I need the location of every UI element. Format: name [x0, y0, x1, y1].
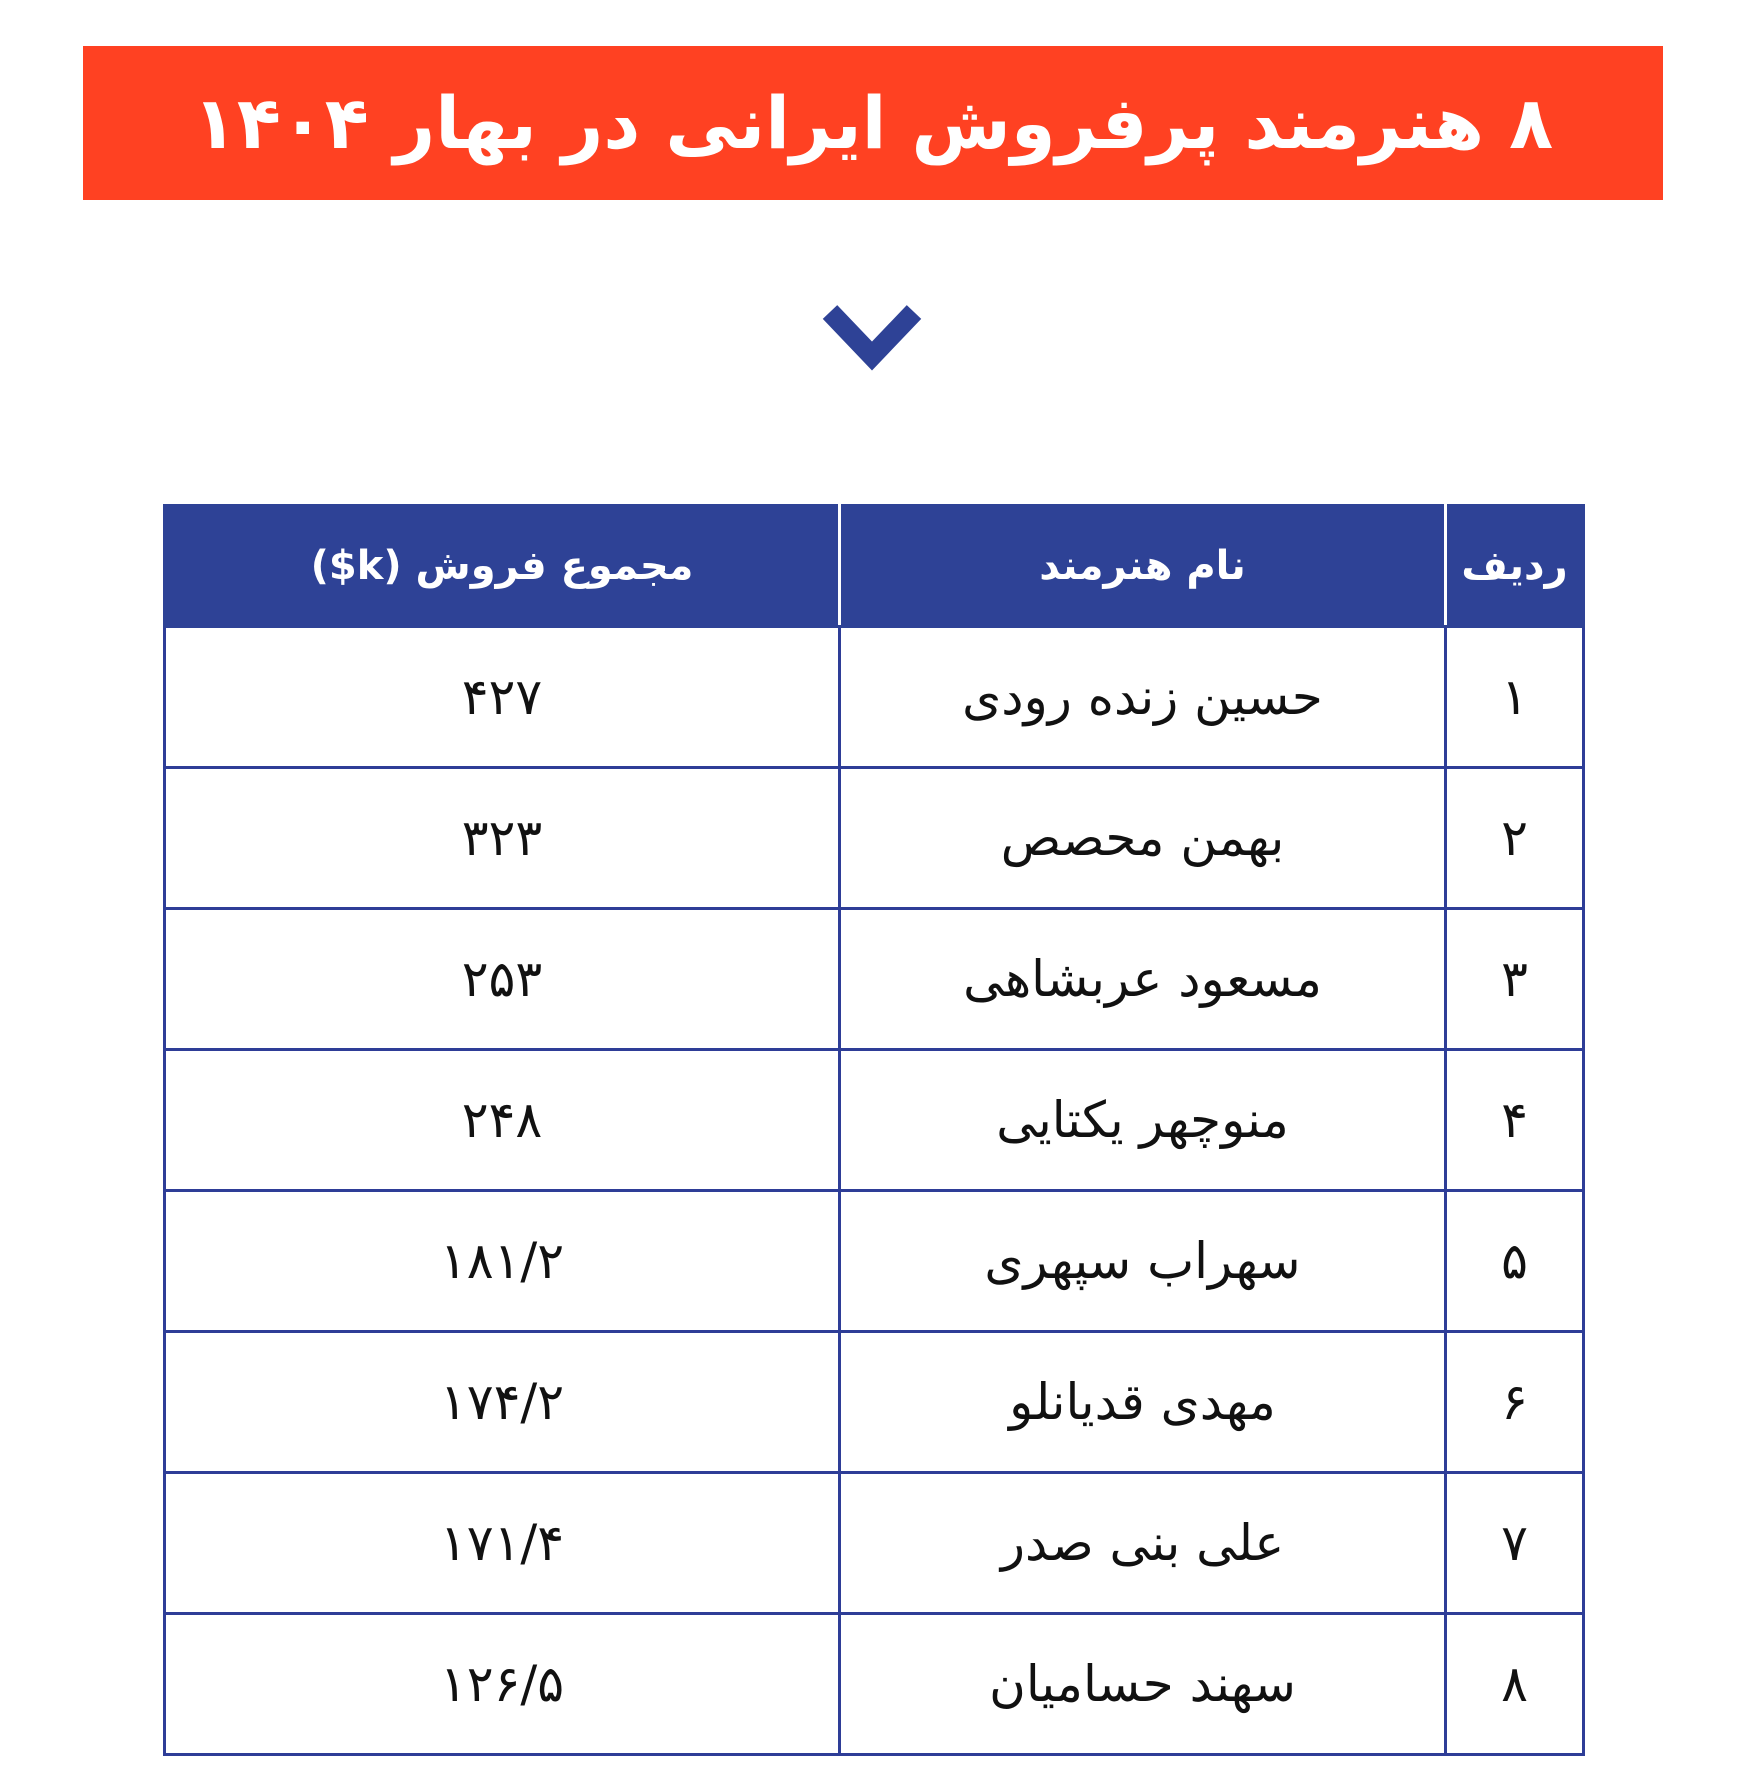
cell-rank: ۲ — [1446, 768, 1584, 909]
header-row — [165, 506, 1584, 627]
table-row — [165, 909, 1584, 1050]
cell-sales: ۲۵۳ — [165, 909, 840, 1050]
cell-rank: ۳ — [1446, 909, 1584, 1050]
table-body — [165, 627, 1584, 1755]
cell-rank: ۶ — [1446, 1332, 1584, 1473]
chevron-down-icon — [822, 302, 922, 374]
cell-sales: ۳۲۳ — [165, 768, 840, 909]
cell-sales: ۱۸۱/۲ — [165, 1191, 840, 1332]
cell-sales: ۱۷۴/۲ — [165, 1332, 840, 1473]
cell-rank: ۴ — [1446, 1050, 1584, 1191]
cell-artist-name: بهمن محصص — [840, 768, 1446, 909]
cell-artist-name: مسعود عربشاهی — [840, 909, 1446, 1050]
cell-artist-name: علی بنی صدر — [840, 1473, 1446, 1614]
header-rank: ردیف — [1446, 506, 1584, 627]
cell-sales: ۱۲۶/۵ — [165, 1614, 840, 1755]
cell-sales: ۱۷۱/۴ — [165, 1473, 840, 1614]
cell-rank: ۷ — [1446, 1473, 1584, 1614]
table-row — [165, 1191, 1584, 1332]
cell-rank: ۵ — [1446, 1191, 1584, 1332]
table-row — [165, 1614, 1584, 1755]
cell-rank: ۱ — [1446, 627, 1584, 768]
cell-artist-name: سهند حسامیان — [840, 1614, 1446, 1755]
cell-artist-name: سهراب سپهری — [840, 1191, 1446, 1332]
table-row — [165, 1473, 1584, 1614]
sales-table — [163, 504, 1585, 1756]
table-row — [165, 627, 1584, 768]
header-name: نام هنرمند — [840, 506, 1446, 627]
cell-artist-name: منوچهر یکتایی — [840, 1050, 1446, 1191]
cell-sales: ۴۲۷ — [165, 627, 840, 768]
table-row — [165, 768, 1584, 909]
table-row — [165, 1050, 1584, 1191]
cell-rank: ۸ — [1446, 1614, 1584, 1755]
cell-sales: ۲۴۸ — [165, 1050, 840, 1191]
page-title: ۸ هنرمند پرفروش ایرانی در بهار ۱۴۰۴ — [192, 81, 1554, 165]
header-sales: مجموع فروش (k$) — [165, 506, 840, 627]
title-banner — [83, 46, 1663, 200]
cell-artist-name: حسین زنده رودی — [840, 627, 1446, 768]
table-header — [165, 506, 1584, 627]
sales-table-container — [163, 504, 1582, 1750]
cell-artist-name: مهدی قدیانلو — [840, 1332, 1446, 1473]
table-row — [165, 1332, 1584, 1473]
